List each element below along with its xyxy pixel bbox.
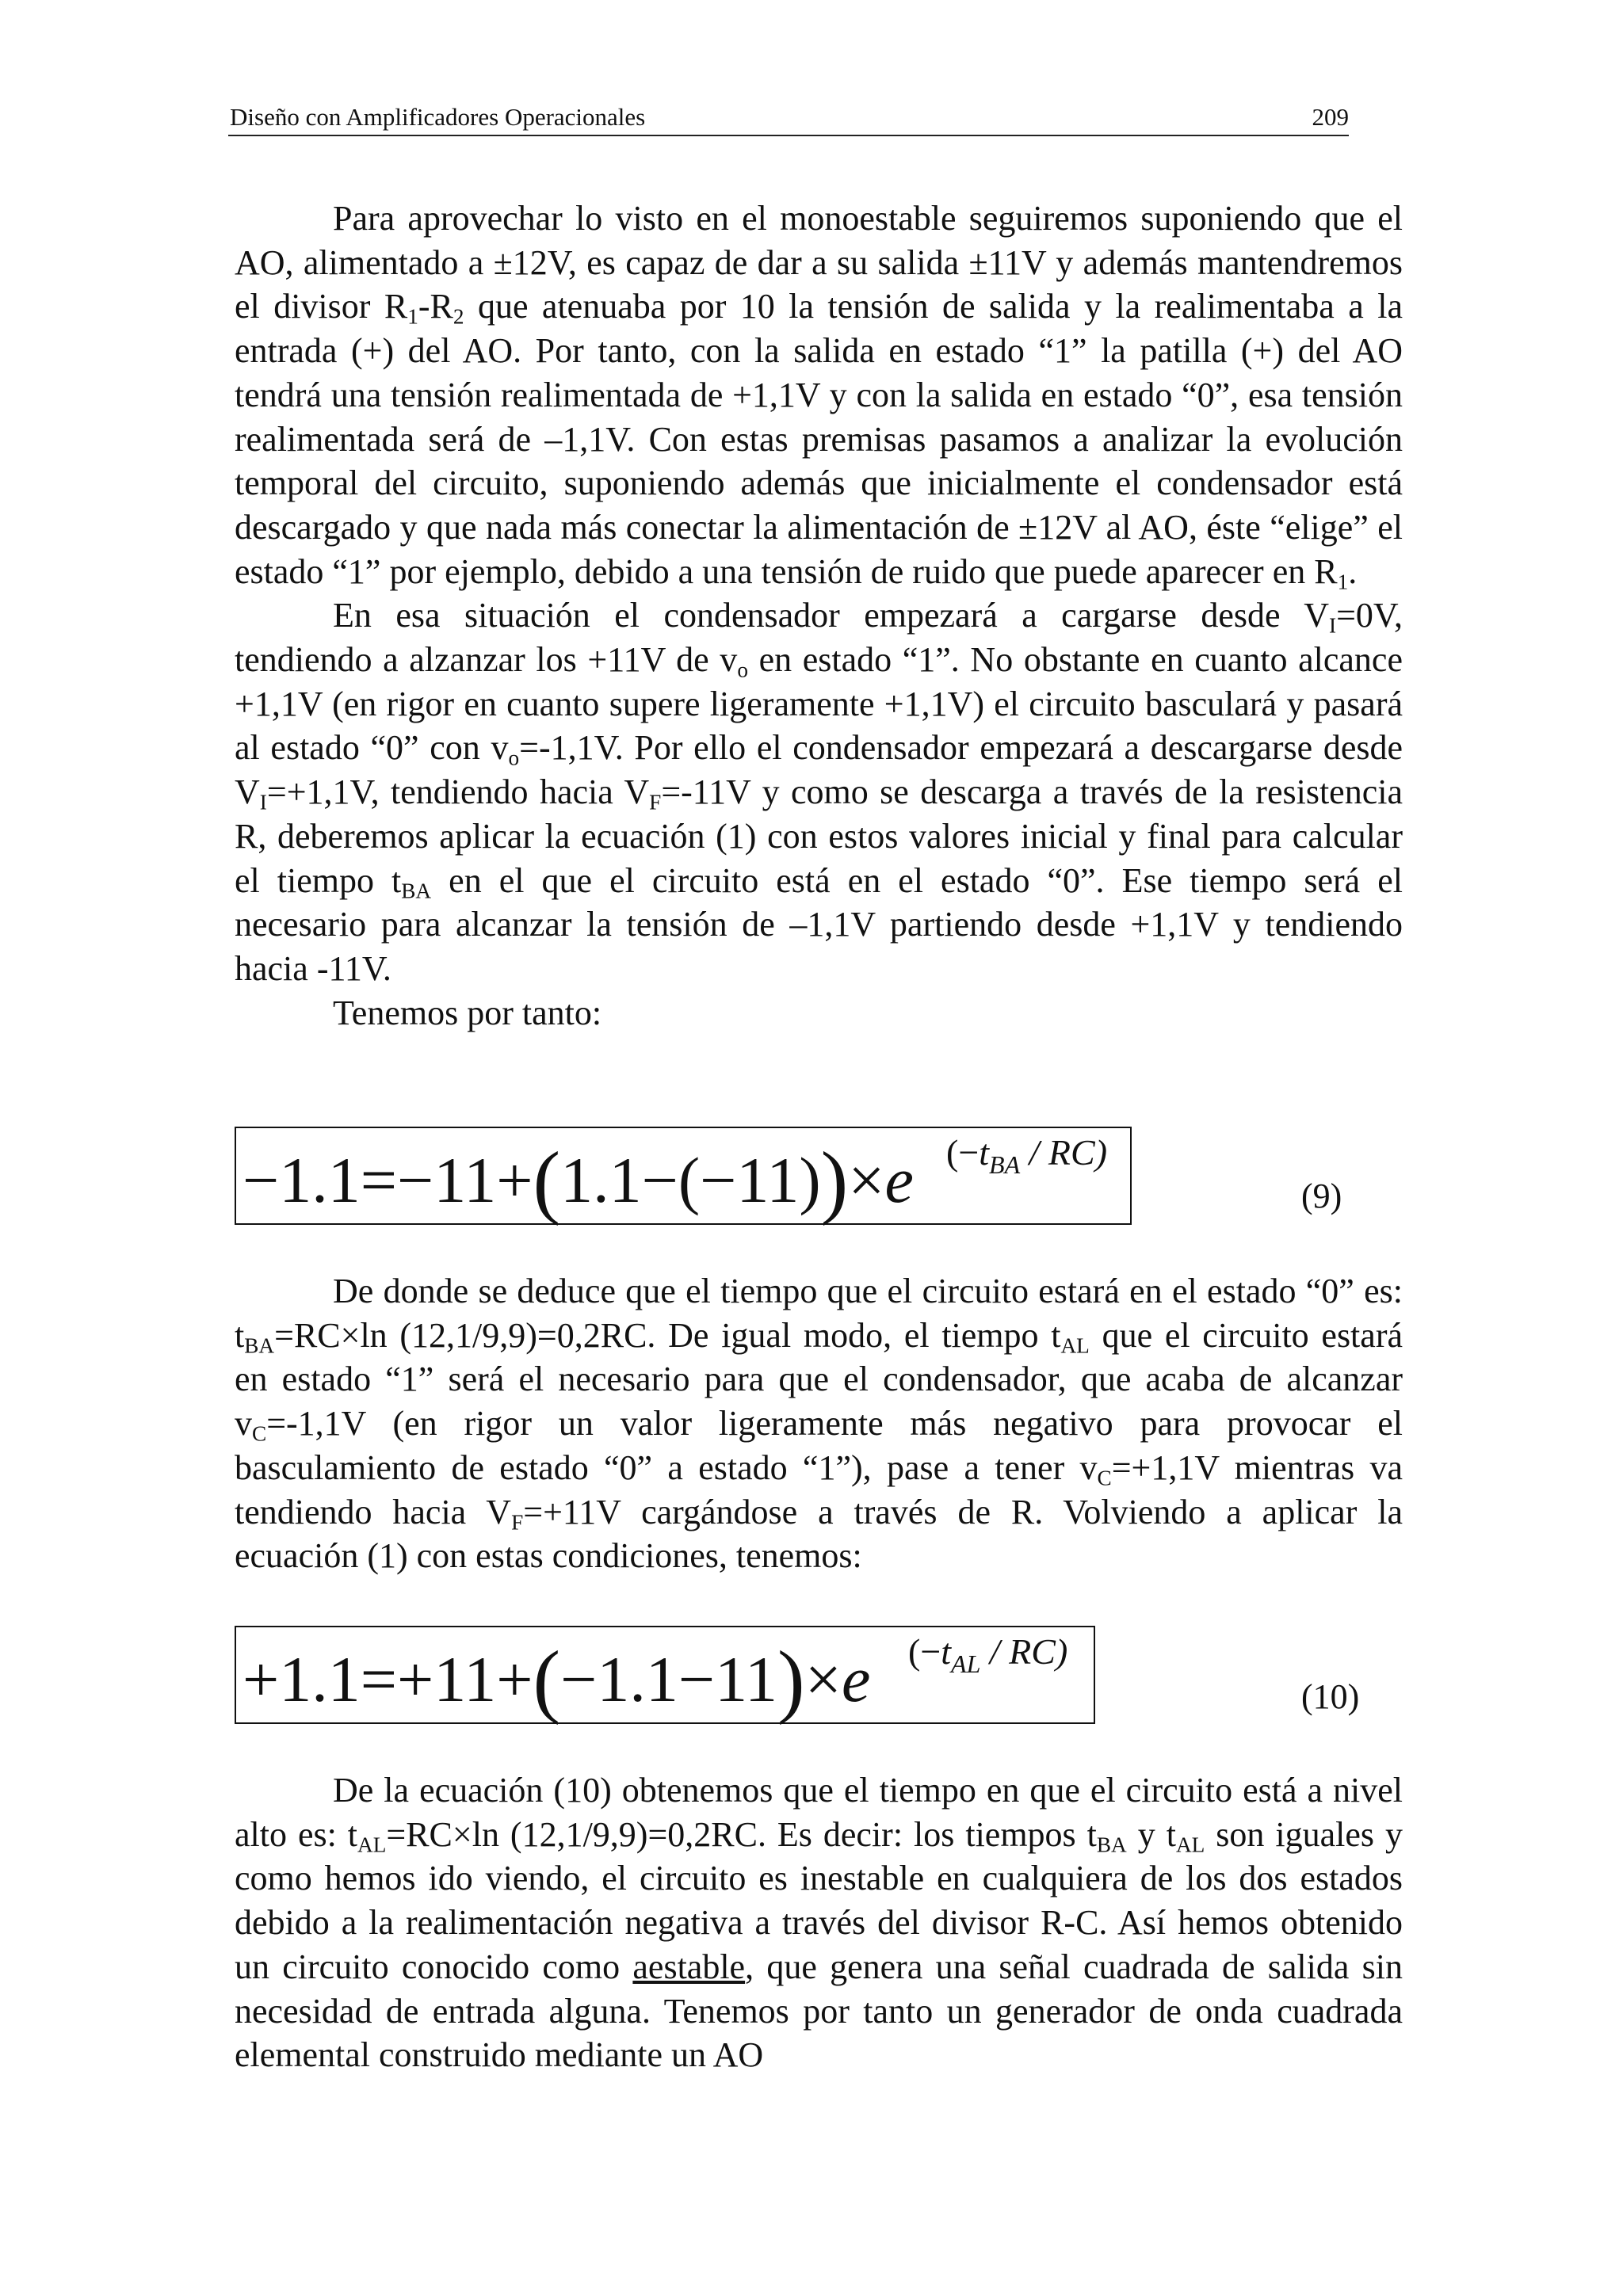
exp-subscript: AL xyxy=(951,1650,981,1679)
text-run: =+11V cargándose a través de R. Volviendo a aplicar la ecuación (1) con estas condiciones, tenemos: xyxy=(235,1492,1403,1576)
equation-body xyxy=(242,1630,871,1726)
exp-part: / RC) xyxy=(980,1631,1068,1672)
equation-number: (10) xyxy=(1301,1677,1360,1716)
text-run: =RC×ln (12,1/9,9)=0,2RC. De igual modo, el tiempo t xyxy=(274,1315,1061,1355)
text-run: De donde se deduce que el tiempo que el circuito estará en el estado “0” es: t xyxy=(235,1272,1403,1355)
equation-body xyxy=(242,1131,914,1224)
equation-exponent xyxy=(946,1132,1108,1180)
text-run: =0V, tendiendo a alzanzar los +11V de v xyxy=(235,596,1403,680)
subscript: C xyxy=(1097,1466,1112,1490)
equation-box xyxy=(235,1626,1095,1724)
text-run: =+1,1V, tendiendo hacia V xyxy=(266,772,650,812)
text-run: , que genera una señal cuadrada de salida sin necesidad de entrada alguna. Tenemos por tanto un generador de onda cuadrada elemental construido mediante un AO xyxy=(235,1947,1403,2075)
subscript: AL xyxy=(1060,1333,1090,1358)
subscript: C xyxy=(252,1421,267,1446)
text-run: que atenuaba por 10 la tensión de salida y la realimentaba a la entrada (+) del AO. Por tanto, con la salida en estado “1” la patilla (+) del AO tendrá una tensión realimentada de +1,1V y con la salida en estado “0”, esa tensión realimentada será de –1,1V. Con estas premisas pasamos a analizar la evolución temporal del circuito, suponiendo además que inicialmente el condensador está descargado y que nada más conectar la alimentación de ±12V al AO, éste “elige” el estado “1” por ejemplo, debido a una tensión de ruido que puede aparecer en R xyxy=(235,287,1403,591)
eq-term: +11+ xyxy=(397,1643,533,1715)
text-run: -R xyxy=(418,287,453,326)
eq-equals: = xyxy=(360,1643,397,1715)
paragraph-1 xyxy=(235,196,1403,593)
eq-exponential: e xyxy=(841,1643,871,1715)
text-block-1 xyxy=(235,196,1403,1035)
text-run: que el circuito estará en estado “1” será el necesario para que el condensador, que acaba de alcanzar v xyxy=(235,1315,1403,1444)
header-title: Diseño con Amplificadores Operacionales xyxy=(230,103,646,131)
eq-exponential: e xyxy=(884,1144,914,1216)
eq-open-paren: ( xyxy=(533,1634,561,1726)
subscript: BA xyxy=(1096,1833,1127,1857)
text-block-3 xyxy=(235,1768,1403,2077)
paragraph-3: Tenemos por tanto: xyxy=(333,993,602,1032)
exp-part: (− xyxy=(908,1631,941,1672)
text-run: =-1,1V. Por ello el condensador empezará a descargarse desde V xyxy=(235,728,1403,812)
underlined-term: aestable xyxy=(632,1947,746,1986)
subscript: 2 xyxy=(453,305,464,330)
text-run: y t xyxy=(1126,1814,1176,1854)
exp-part: / RC) xyxy=(1020,1132,1108,1173)
paragraph-5 xyxy=(235,1768,1403,2077)
paragraph-4 xyxy=(235,1269,1403,1578)
text-run: =-11V y como se descarga a través de la resistencia R, deberemos aplicar la ecuación (1) con estos valores inicial y final para calcular el tiempo t xyxy=(235,772,1403,900)
text-run: . xyxy=(1348,551,1358,591)
subscript: o xyxy=(737,658,748,682)
eq-inner: −1.1−11 xyxy=(560,1643,778,1715)
text-run: en estado “1”. No obstante en cuanto alcance +1,1V (en rigor en cuanto supere ligeramente +1,1V) el circuito basculará y pasará al estado “0” con v xyxy=(235,640,1403,768)
text-run: Para aprovechar lo visto en el monoestable seguiremos suponiendo que el AO, alimentado a ±12V, es capaz de dar a su salida ±11V y además mantendremos el divisor R xyxy=(235,199,1403,326)
running-header xyxy=(228,95,1349,136)
text-run: son iguales y como hemos ido viendo, el circuito es inestable en cualquiera de los dos estados debido a la realimentación negativa a través del divisor R-C. Así hemos obtenido un circuito conocido como xyxy=(235,1814,1403,1986)
subscript: o xyxy=(508,746,520,771)
eq-inner: 1.1−(−11) xyxy=(560,1144,821,1216)
text-run: =RC×ln (12,1/9,9)=0,2RC. Es decir: los tiempos t xyxy=(386,1814,1097,1854)
text-run: en el que el circuito está en el estado “0”. Ese tiempo será el necesario para alcanzar la tensión de –1,1V partiendo desde +1,1V y tendiendo hacia -11V. xyxy=(235,860,1403,988)
eq-open-paren: ( xyxy=(533,1135,561,1226)
equation-exponent xyxy=(908,1631,1068,1679)
page-number: 209 xyxy=(1312,103,1349,131)
eq-lhs: +1.1 xyxy=(242,1643,361,1715)
paragraph-2 xyxy=(235,593,1403,990)
exp-subscript: BA xyxy=(989,1150,1021,1180)
eq-close-paren: ) xyxy=(820,1135,849,1226)
subscript: F xyxy=(511,1510,524,1535)
subscript: I xyxy=(259,790,267,814)
subscript: I xyxy=(1328,613,1337,638)
eq-equals: = xyxy=(360,1144,397,1216)
equation-number: (9) xyxy=(1301,1177,1342,1215)
text-run: =+1,1V mientras va tendiendo hacia V xyxy=(235,1447,1403,1531)
exp-part: t xyxy=(941,1631,952,1672)
text-run: De la ecuación (10) obtenemos que el tiempo en que el circuito está a nivel alto es: t xyxy=(235,1771,1403,1854)
subscript: 1 xyxy=(407,305,418,330)
text-block-2 xyxy=(235,1269,1403,1578)
equation-box xyxy=(235,1127,1132,1225)
exp-part: (− xyxy=(946,1132,980,1173)
subscript: AL xyxy=(357,1833,387,1857)
eq-times: × xyxy=(804,1643,842,1715)
subscript: AL xyxy=(1175,1833,1205,1857)
text-run: En esa situación el condensador empezará a cargarse desde V xyxy=(333,596,1329,635)
text-run: =-1,1V (en rigor un valor ligeramente más negativo para provocar el basculamiento de estado “0” a estado “1”), pase a tener v xyxy=(235,1404,1403,1487)
subscript: F xyxy=(649,790,662,814)
eq-lhs: −1.1 xyxy=(242,1144,361,1216)
exp-part: t xyxy=(979,1132,990,1173)
subscript: 1 xyxy=(1337,570,1349,594)
eq-close-paren: ) xyxy=(777,1634,805,1726)
eq-times: × xyxy=(848,1144,885,1216)
subscript: BA xyxy=(401,879,432,903)
eq-term: −11+ xyxy=(397,1144,533,1216)
subscript: BA xyxy=(244,1333,275,1358)
